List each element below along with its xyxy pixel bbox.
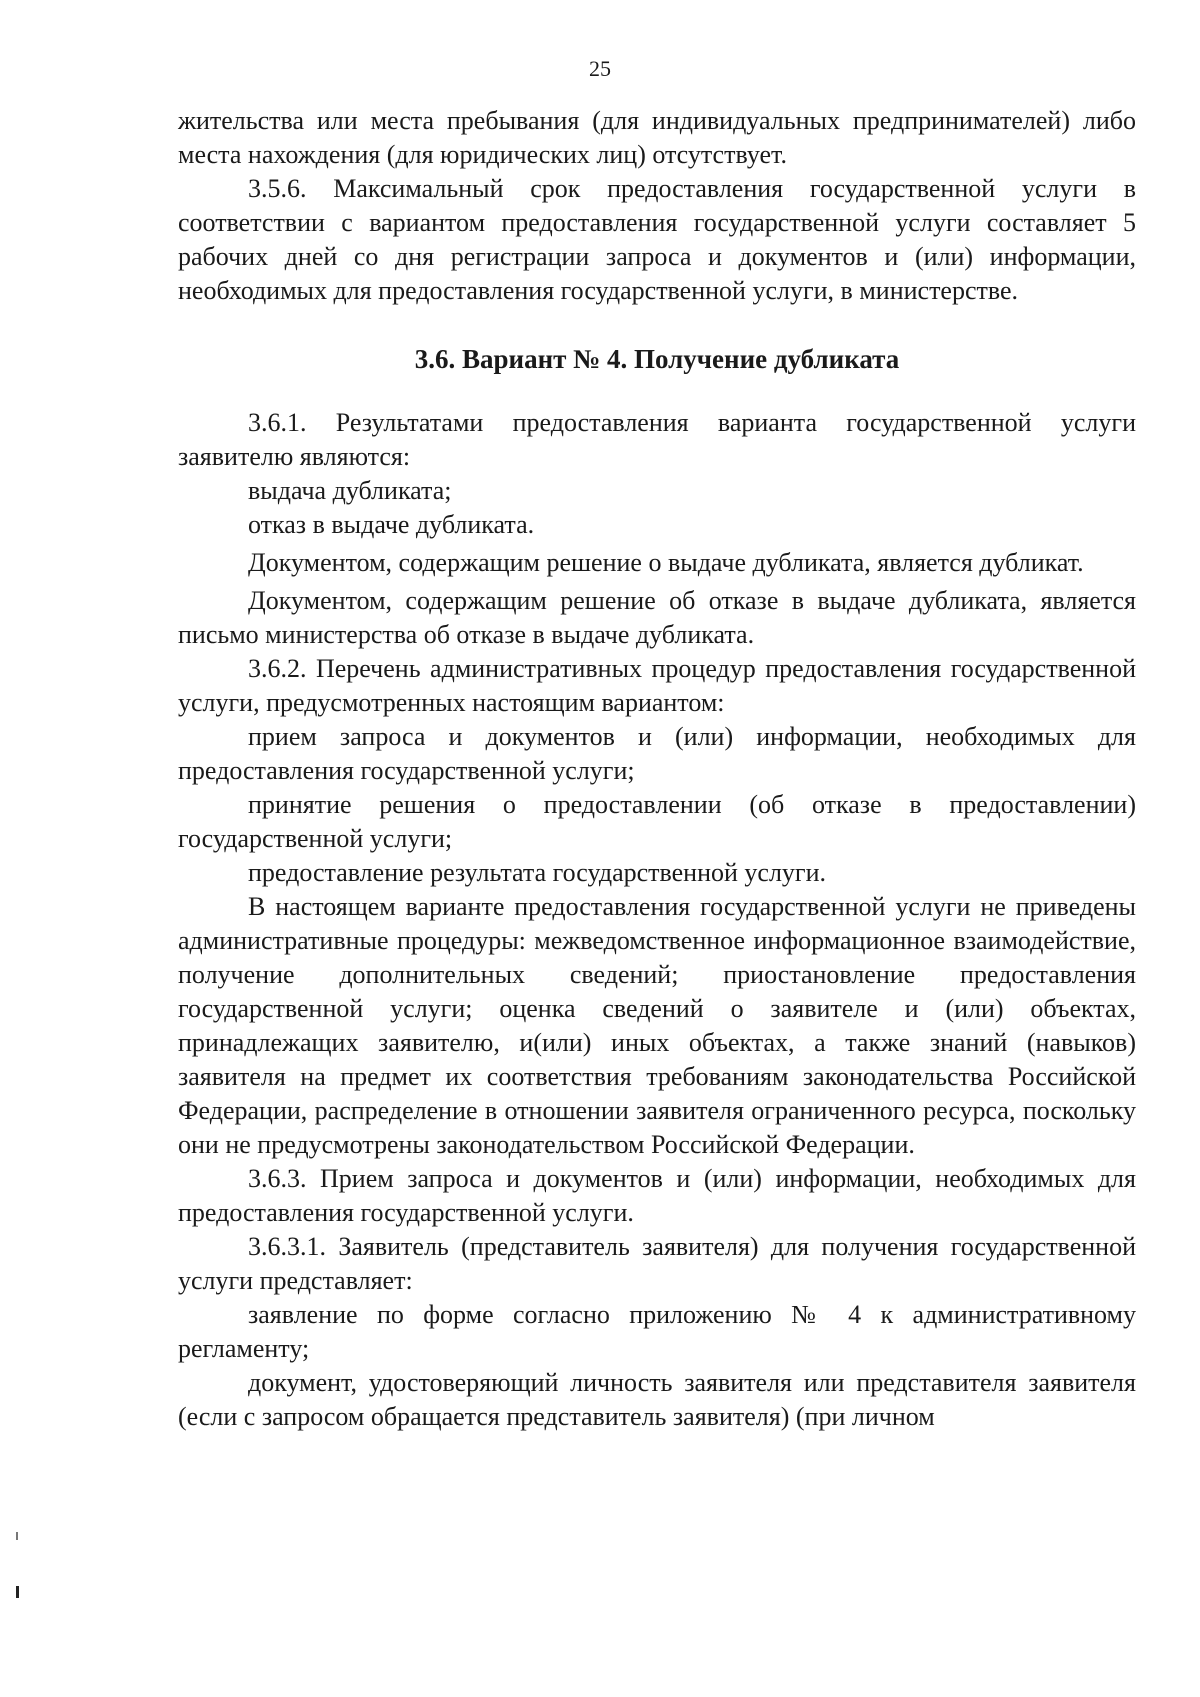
- list-item: прием запроса и документов и (или) информации, необходимых для предоставления государственной услуги;: [178, 722, 1136, 785]
- paragraph: 3.6.1. Результатами предоставления варианта государственной услуги заявителю являются:: [178, 408, 1136, 471]
- list-item: документ, удостоверяющий личность заявителя или представителя заявителя (если с запросом обращается представитель заявителя) (при личном: [178, 1368, 1136, 1431]
- paragraph: Документом, содержащим решение об отказе в выдаче дубликата, является письмо министерства об отказе в выдаче дубликата.: [178, 586, 1136, 649]
- paragraph: 3.5.6. Максимальный срок предоставления государственной услуги в соответствии с вариантом предоставления государственной услуги составляет 5 рабочих дней со дня регистрации запроса и документов и (или) информации, необходимых для предоставления государственной услуги, в министерстве.: [178, 174, 1136, 305]
- list-item: выдача дубликата;: [248, 476, 452, 505]
- list-item: предоставление результата государственной услуги.: [248, 858, 827, 887]
- page-number: 25: [589, 56, 611, 81]
- paragraph: 3.6.2. Перечень административных процедур предоставления государственной услуги, предусмотренных настоящим вариантом:: [178, 654, 1136, 717]
- list-item: заявление по форме согласно приложению № 4 к административному регламенту;: [178, 1300, 1136, 1363]
- scan-mark: [16, 1532, 18, 1540]
- scan-mark: [16, 1586, 19, 1598]
- paragraph: жительства или места пребывания (для индивидуальных предпринимателей) либо места нахождения (для юридических лиц) отсутствует.: [178, 106, 1136, 169]
- paragraph: В настоящем варианте предоставления государственной услуги не приведены административные процедуры: межведомственное информационное взаимодействие, получение дополнительных сведений; приостановление предоставления государственной услуги; оценка сведений о заявителе и (или) объектах, принадлежащих заявителю, и(или) иных объектах, а также знаний (навыков) заявителя на предмет их соответствия требованиям законодательства Российской Федерации, распределение в отношении заявителя ограниченного ресурса, поскольку они не предусмотрены законодательством Российской Федерации.: [178, 892, 1136, 1159]
- paragraph: 3.6.3. Прием запроса и документов и (или) информации, необходимых для предоставления государственной услуги.: [178, 1164, 1136, 1227]
- list-item: принятие решения о предоставлении (об отказе в предоставлении) государственной услуги;: [178, 790, 1136, 853]
- document-body: [178, 104, 1136, 1434]
- list-item: отказ в выдаче дубликата.: [248, 510, 535, 539]
- paragraph: 3.6.3.1. Заявитель (представитель заявителя) для получения государственной услуги представляет:: [178, 1232, 1136, 1295]
- paragraph: Документом, содержащим решение о выдаче дубликата, является дубликат.: [248, 548, 1084, 577]
- section-heading: 3.6. Вариант № 4. Получение дубликата: [414, 344, 900, 374]
